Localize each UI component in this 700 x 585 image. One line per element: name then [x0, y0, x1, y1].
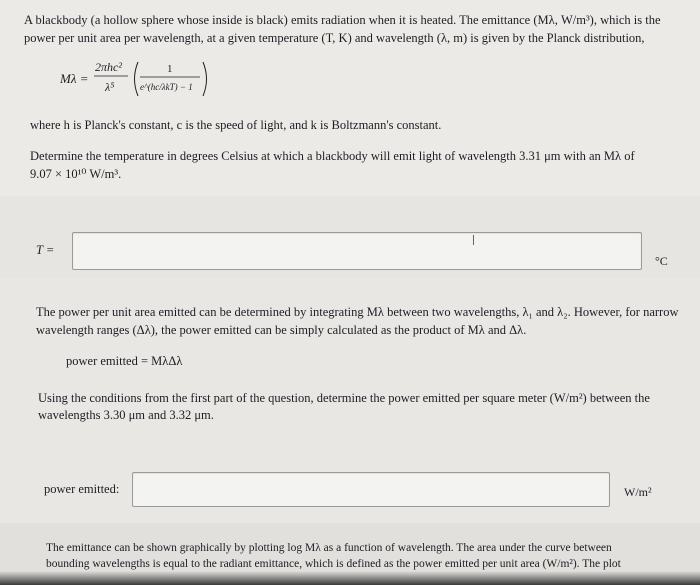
constants-line: where h is Planck's constant, c is the speed of light, and k is Boltzmann's constant. — [30, 118, 442, 132]
temperature-label: T = — [36, 243, 55, 257]
part2-line-1: The power per unit area emitted can be determined by integrating Mλ between two wavelengths, λ₁ and λ₂. However, for narrow — [36, 305, 679, 319]
part3-line-1: The emittance can be shown graphically by plotting log Mλ as a function of wavelength. The area under the curve between — [46, 542, 612, 554]
task2-line-1: Using the conditions from the first part of the question, determine the power emitted per square meter (W/m²) between the — [38, 391, 650, 405]
part3-line-2: bounding wavelengths is equal to the radiant emittance, which is defined as the power emitted per unit area (W/m²). The plot — [46, 558, 621, 570]
power-emitted-label: power emitted: — [44, 482, 120, 496]
part2-line-2: wavelength ranges (Δλ), the power emitted can be simply calculated as the product of Mλ and Δλ. — [36, 323, 527, 337]
formula-numerator: 2πhc² — [95, 60, 122, 74]
formula-inner-denominator: e^(hc/λkT) − 1 — [140, 82, 193, 92]
text-cursor-icon — [473, 235, 474, 245]
photo-bottom-shadow — [0, 571, 700, 585]
task2-line-2: wavelengths 3.30 μm and 3.32 μm. — [38, 408, 214, 422]
task1-line-2: 9.07 × 10¹⁰ W/m³. — [30, 167, 122, 181]
power-emitted-input[interactable] — [132, 472, 610, 507]
formula-lhs: Mλ = — [60, 71, 89, 86]
temperature-input[interactable] — [72, 232, 642, 270]
formula-denominator: λ⁵ — [105, 80, 115, 94]
planck-formula — [60, 58, 260, 100]
intro-line-1: A blackbody (a hollow sphere whose inside is black) emits radiation when it is heated. The emittance (Mλ, W/m³), which is the — [24, 13, 661, 27]
power-equation: power emitted = MλΔλ — [66, 354, 183, 368]
temperature-unit: °C — [655, 254, 668, 268]
power-emitted-unit: W/m² — [624, 485, 652, 499]
task1-line-1: Determine the temperature in degrees Celsius at which a blackbody will emit light of wavelength 3.31 μm with an Mλ of — [30, 149, 635, 163]
formula-inner-numerator: 1 — [167, 63, 173, 75]
intro-line-2: power per unit area per wavelength, at a given temperature (T, K) and wavelength (λ, m) is given by the Planck distribution, — [24, 31, 645, 45]
